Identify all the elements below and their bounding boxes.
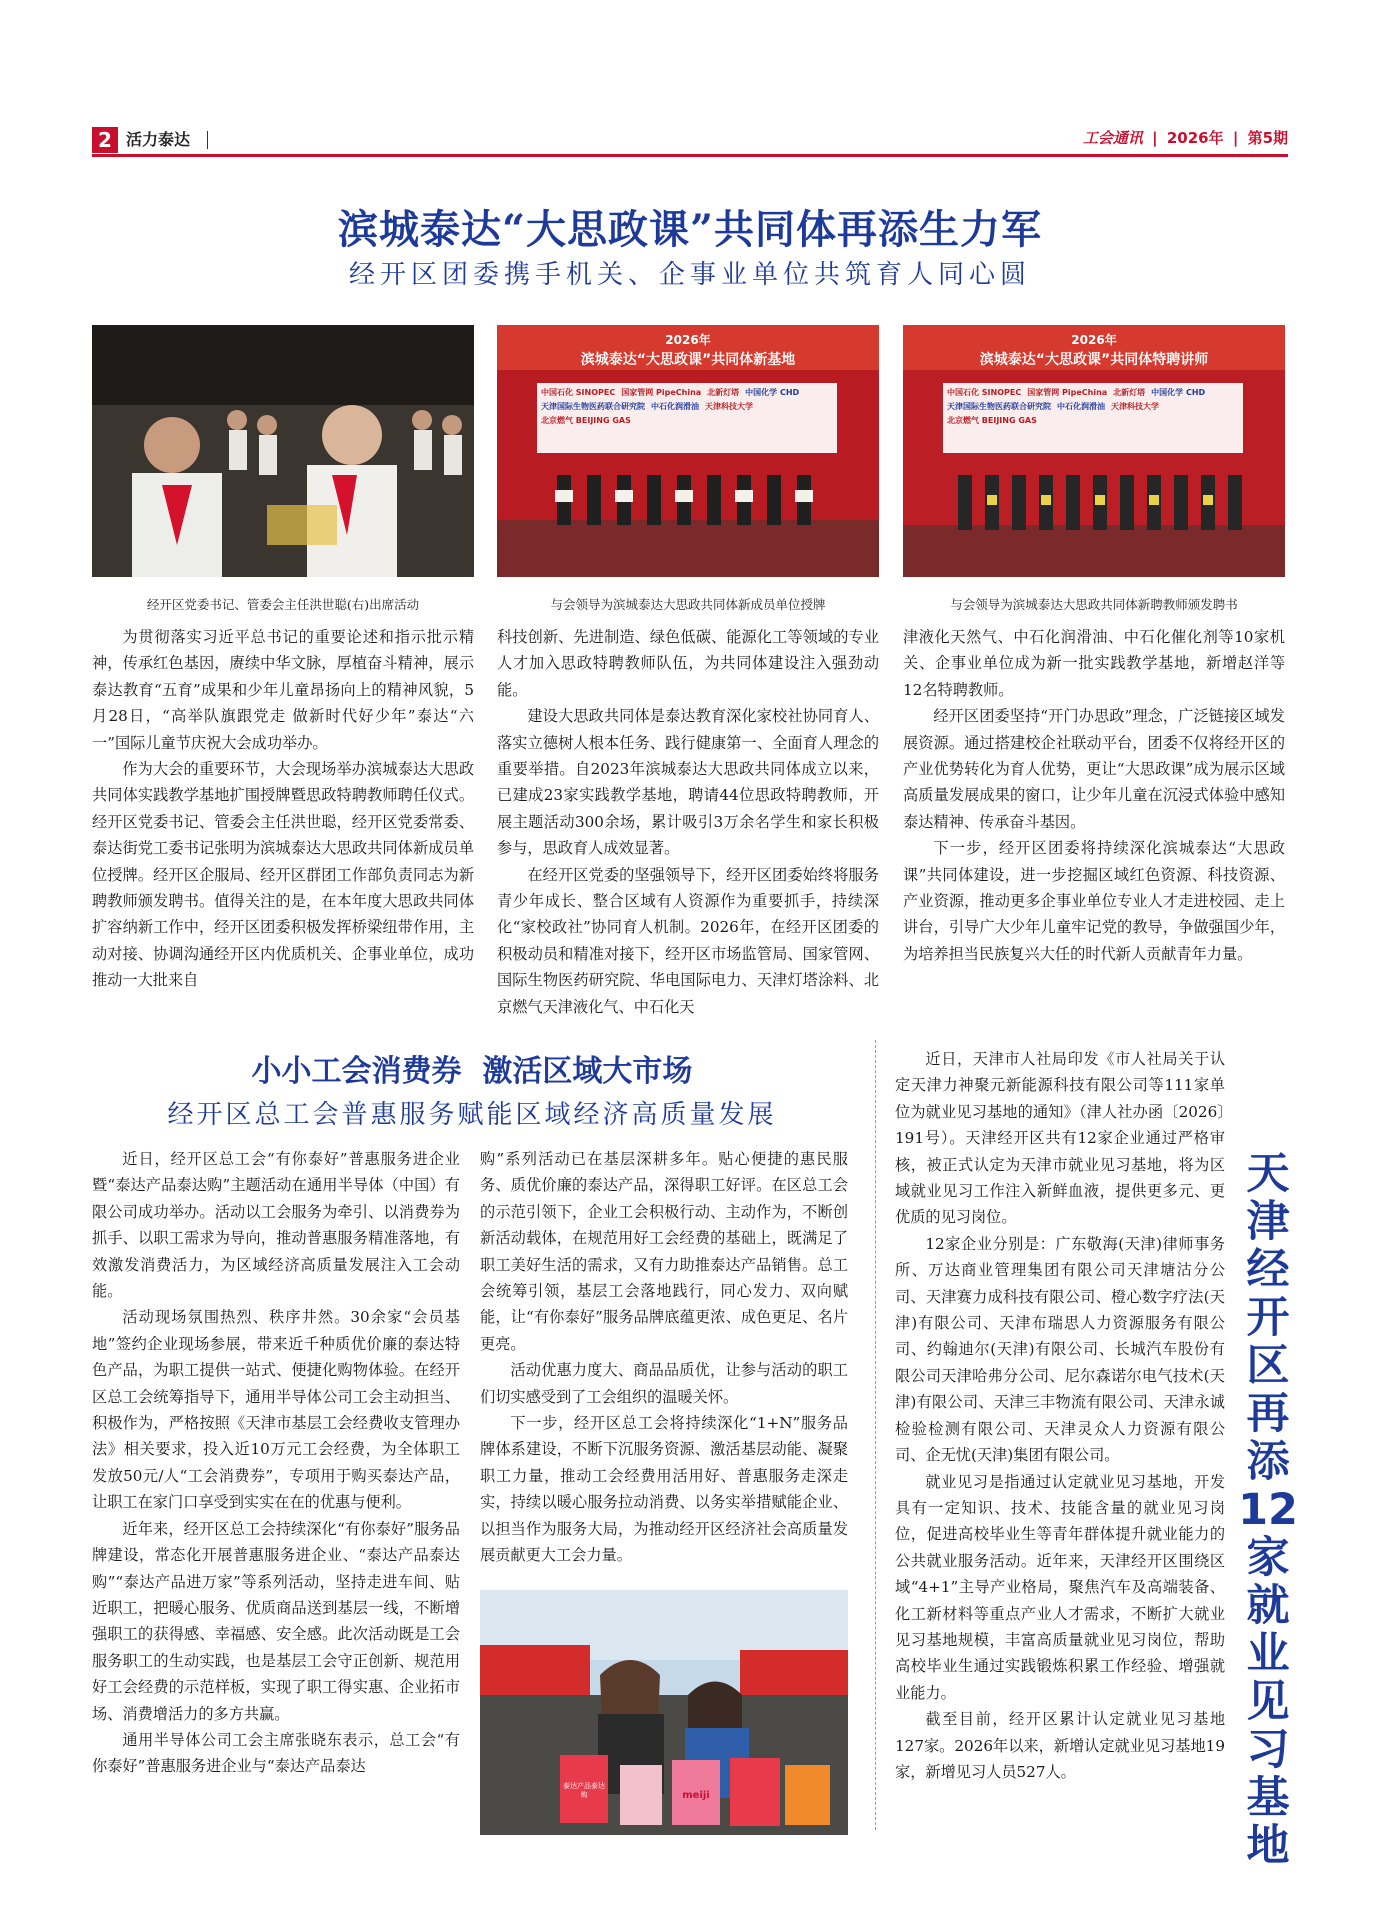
photo-consumption-event-art	[480, 1590, 848, 1835]
photo1-caption: 经开区党委书记、管委会主任洪世聪(右)出席活动	[146, 597, 420, 612]
logo-sinopec: 中国石化 SINOPEC	[541, 388, 616, 397]
paragraph: 科技创新、先进制造、绿色低碳、能源化工等领域的专业人才加入思政特聘教师队伍，为共同体建设注入强劲动能。	[497, 628, 879, 699]
paragraph: 近年来，经开区总工会持续深化“有你泰好”服务品牌建设，常态化开展普惠服务进企业、“泰达产品泰达购”“泰达产品进万家”等系列活动，坚持走进车间、贴近职工，把暖心服务、优质商品送到基层一线，不断增强职工的获得感、幸福感、安全感。此次活动既是工会服务职工的生动实践，也是基层工会守正创新、规范用好工会经费的示范样板，实现了职工得实惠、企业拓市场、消费增活力的多方共赢。	[92, 1519, 460, 1723]
issue-number: 第5期	[1247, 129, 1288, 147]
column-divider	[875, 1040, 876, 1830]
paragraph: 购”系列活动已在基层深耕多年。贴心便捷的惠民服务、质优价廉的泰达产品，深得职工好评。在区总工会的示范引领下，企业工会积极行动、主动作为，不断创新活动载体，在规范用好工会经费的基础上，既满足了职工美好生活的需求，又有力助推泰达产品销售。总工会统筹引领，基层工会落地践行，同心发力、双向赋能，让“有你泰好”服务品牌底蕴更浓、成色更足、名片更亮。	[480, 1150, 848, 1353]
paragraph: 为贯彻落实习近平总书记的重要论述和指示批示精神，传承红色基因，赓续中华文脉，厚植奋斗精神，展示泰达教育“五育”成果和少年儿童昂扬向上的精神风貌，5月28日，“高举队旗跟党走 做新时代好少年”泰达“六一”国际儿童节庆祝大会成功举办。	[92, 628, 474, 752]
logo-biomed: 天津国际生物医药联合研究院	[541, 402, 645, 411]
article1-column-3	[903, 624, 1285, 1024]
logo-chd: 中国化学 CHD	[1151, 388, 1206, 397]
logo-chd: 中国化学 CHD	[745, 388, 800, 397]
photo-new-base-award	[497, 325, 879, 577]
photo2-logos	[541, 387, 833, 426]
paragraph: 下一步，经开区总工会将持续深化“1+N”服务品牌体系建设，不断下沉服务资源、激活基层动能、凝聚职工力量，推动工会经费用活用好、普惠服务走深走实，持续以暖心服务拉动消费、以务实举措赋能企业、以担当作为服务大局，为推动经开区经济社会高质量发展贡献更大工会力量。	[480, 1414, 848, 1565]
logo-sinopec: 中国石化 SINOPEC	[947, 388, 1022, 397]
article2-column-1	[92, 1146, 460, 1838]
paragraph: 作为大会的重要环节，大会现场举办滨城泰达大思政共同体实践教学基地扩围授牌暨思政特聘教师聘任仪式。经开区党委书记、管委会主任洪世聪，经开区党委常委、泰达街党工委书记张明为滨城泰达大思政共同体新成员单位授牌。经开区企服局、经开区群团工作部负责同志为新聘教师颁发聘书。值得关注的是，在本年度大思政共同体扩容纳新工作中，经开区团委积极发挥桥梁纽带作用，主动对接、协调沟通经开区内优质机关、企事业单位，成功推动一大批来自	[92, 760, 474, 990]
paragraph: 建设大思政共同体是泰达教育深化家校社协同育人、落实立德树人根本任务、践行健康第一、全面育人理念的重要举措。自2023年滨城泰达大思政共同体成立以来，已建成23家实践教学基地，聘请44位思政特聘教师，开展主题活动300余场，累计吸引3万余名学生和家长积极参与，思政育人成效显著。	[497, 707, 879, 858]
logo-pipechina: 国家管网 PipeChina	[1027, 388, 1108, 397]
photo2-banner-year: 2026年	[665, 333, 711, 347]
paragraph: 下一步，经开区团委将持续深化滨城泰达“大思政课”共同体建设，进一步挖掘区域红色资源、科技资源、产业资源，推动更多企事业单位专业人才走进校园、走上讲台，引导广大少年儿童牢记党的教导，争做强国少年，为培养担当民族复兴大任的时代新人贡献青年力量。	[903, 839, 1285, 963]
header-rule	[92, 154, 1288, 157]
logo-beijing-gas: 北京燃气 BEIJING GAS	[541, 416, 631, 425]
article2-title: 小小工会消费券 激活区域大市场	[251, 1054, 693, 1089]
paragraph: 12家企业分别是：广东敬海(天津)律师事务所、万达商业管理集团有限公司天津塘沽分公司、天津赛力成科技有限公司、橙心数字疗法(天津)有限公司、天津布瑞思人力资源服务有限公司、约翰迪尔(天津)有限公司、长城汽车股份有限公司天津哈弗分公司、尼尔森诺尔电气技术(天津)有限公司、天津三丰物流有限公司、天津永诚检验检测有限公司、天津灵众人力资源有限公司、企无忧(天津)集团有限公司。	[895, 1234, 1225, 1465]
bag-label-meiji: meiji	[682, 1790, 710, 1801]
paragraph: 近日，经开区总工会“有你泰好”普惠服务进企业暨“泰达产品泰达购”主题活动在通用半导体（中国）有限公司成功举办。活动以工会服务为牵引、以消费券为抓手、以职工需求为导向，推动普惠服务精准落地，有效激发消费活力，为区域经济高质量发展注入工会动能。	[92, 1150, 460, 1301]
article3-vertical-title: 天津经开区再添12家就业见习基地	[1238, 1149, 1298, 1871]
paragraph: 通用半导体公司工会主席张晓东表示，总工会“有你泰好”普惠服务进企业与“泰达产品泰达	[92, 1730, 460, 1776]
photo3-caption: 与会领导为滨城泰达大思政共同体新聘教师颁发聘书	[950, 597, 1238, 612]
paragraph: 在经开区党委的坚强领导下，经开区团委始终将服务青少年成长、整合区域有人资源作为重要抓手，持续深化“家校政社”协同育人机制。2026年，在经开区团委的积极动员和精准对接下，经开区市场监管局、国家管网、国际生物医药研究院、华电国际电力、天津灯塔涂料、北京燃气天津液化气、中石化天	[497, 865, 879, 1016]
logo-tust: 天津科技大学	[1111, 402, 1159, 411]
photo2-caption: 与会领导为滨城泰达大思政共同体新成员单位授牌	[550, 597, 826, 612]
photo3-banner: 滨城泰达“大思政课”共同体特聘讲师	[979, 352, 1209, 368]
paragraph: 经开区团委坚持“开门办思政”理念，广泛链接区域发展资源。通过搭建校企社联动平台，团委不仅将经开区的产业优势转化为育人优势，更让“大思政课”成为展示区域高质量发展成果的窗口，让少年儿童在沉浸式体验中感知泰达精神、传承奋斗基因。	[903, 707, 1285, 831]
paragraph: 近日，天津市人社局印发《市人社局关于认定天津力神聚元新能源科技有限公司等111家单位为就业见习基地的通知》（津人社办函〔2026〕191号）。天津经开区共有12家企业通过严格审核，被正式认定为天津市就业见习基地，将为区域就业见习工作注入新鲜血液，提供更多元、更优质的见习岗位。	[895, 1050, 1225, 1227]
paragraph: 就业见习是指通过认定就业见习基地，开发具有一定知识、技术、技能含量的就业见习岗位，促进高校毕业生等青年群体提升就业能力的公共就业服务活动。近年来，天津经开区围绕区域“4+1”主导产业格局，聚焦汽车及高端装备、化工新材料等重点产业人才需求，不断扩大就业见习基地规模，丰富高质量就业见习岗位，帮助高校毕业生通过实践锻炼积累工作经验、增强就业能力。	[895, 1472, 1225, 1702]
logo-pipechina: 国家管网 PipeChina	[621, 388, 702, 397]
logo-biomed: 天津国际生物医药联合研究院	[947, 402, 1051, 411]
journal-name: 工会通讯	[1082, 129, 1143, 147]
issue-info: 工会通讯 | 2026年 | 第5期	[1082, 129, 1288, 147]
paragraph: 活动现场氛围热烈、秩序井然。30余家“会员基地”签约企业现场参展，带来近千种质优价廉的泰达特色产品，为职工提供一站式、便捷化购物体验。在经开区总工会统筹指导下，通用半导体公司工会主动担当、积极作为，严格按照《天津市基层工会经费收支管理办法》相关要求，投入近10万元工会经费，为全体职工发放50元/人“工会消费券”，专项用于购买泰达产品，让职工在家门口享受到实实在在的优惠与便利。	[92, 1308, 460, 1512]
article1-column-1	[92, 624, 474, 1024]
section-divider	[207, 131, 208, 149]
paragraph: 津液化天然气、中石化润滑油、中石化催化剂等10家机关、企事业单位成为新一批实践教学基地，新增赵洋等12名特聘教师。	[903, 628, 1285, 699]
photo2-banner: 滨城泰达“大思政课”共同体新基地	[580, 352, 796, 368]
photo-ceremony-leader	[92, 325, 474, 577]
photo-ceremony-leader-art	[92, 325, 474, 577]
photo-teacher-appointment	[903, 325, 1285, 577]
logo-tust: 天津科技大学	[705, 402, 753, 411]
paragraph: 截至目前，经开区累计认定就业见习基地127家。2026年以来，新增认定就业见习基地19家，新增见习人员527人。	[895, 1710, 1225, 1781]
page-number: 2	[92, 127, 118, 153]
article2-subtitle: 经开区总工会普惠服务赋能区域经济高质量发展	[167, 1100, 777, 1130]
logo-lube: 中石化润滑油	[1057, 402, 1105, 411]
bag-label-taida: 泰达产品泰达购	[563, 1782, 605, 1799]
section-name: 活力泰达	[126, 130, 191, 149]
paragraph: 活动优惠力度大、商品品质优，让参与活动的职工们切实感受到了工会组织的温暖关怀。	[480, 1361, 848, 1406]
logo-lube: 中石化润滑油	[651, 402, 699, 411]
article2-column-2	[480, 1146, 848, 1582]
logo-beixin: 北新灯塔	[707, 388, 740, 397]
article1-column-2	[497, 624, 879, 1024]
article1-subtitle: 经开区团委携手机关、企事业单位共筑育人同心圆	[348, 260, 1031, 290]
issue-year: 2026年	[1166, 129, 1224, 147]
photo3-banner-year: 2026年	[1071, 333, 1117, 347]
photo-consumption-event	[480, 1590, 848, 1835]
article1-title: 滨城泰达“大思政课”共同体再添生力军	[337, 206, 1042, 253]
article3-column	[895, 1046, 1225, 1834]
photo3-logos	[947, 387, 1239, 426]
logo-beijing-gas: 北京燃气 BEIJING GAS	[947, 416, 1037, 425]
logo-beixin: 北新灯塔	[1113, 388, 1146, 397]
